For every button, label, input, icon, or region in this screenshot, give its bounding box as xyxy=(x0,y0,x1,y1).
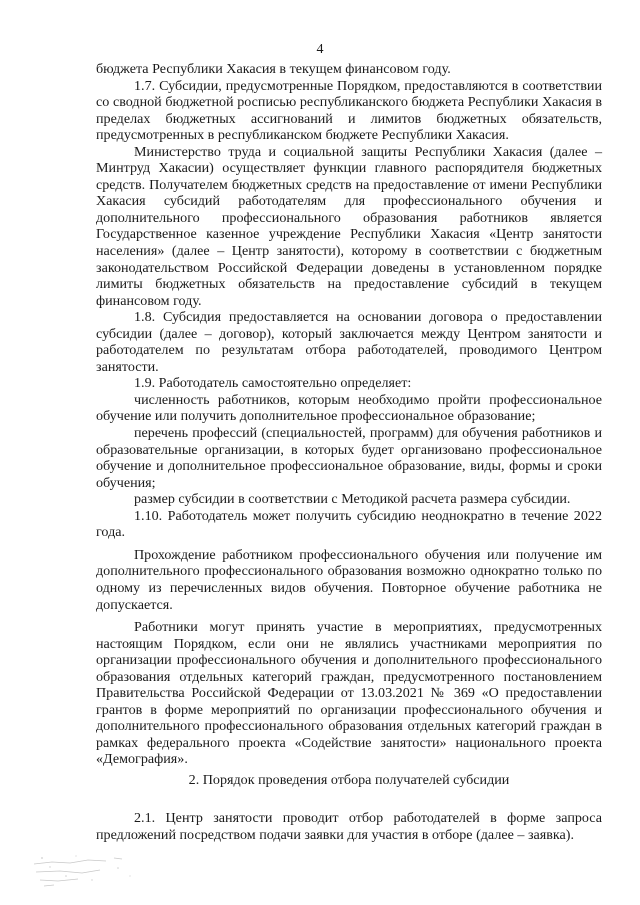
body-text xyxy=(96,61,602,768)
paragraph-1-9-item-amount: размер субсидии в соответствии с Методикой расчета размера субсидии. xyxy=(134,491,571,508)
paragraph-mintrud: Министерство труда и социальной защиты Республики Хакасия (далее – Минтруд Хакасии) осуществляет функции главного распорядителя бюджетных средств. Получателем бюджетных средств на предоставление от имени Республики Хакасия субсидий работодателям для профессионального обучения и дополнительного профессионального образования работников является Государственное казенное учреждение Республики Хакасия «Центр занятости населения» (далее – Центр занятости), которому в соответствии с бюджетным законодательством Российской Федерации доведены в установленном порядке лимиты бюджетных обязательств на предоставление субсидий в текущем финансовом году. xyxy=(96,143,602,309)
paragraph-training-once: Прохождение работником профессионального обучения или получение им дополнительного профессионального образования возможно однократно только по одному из перечисленных видов обучения. Повторное обучение работника не допускается. xyxy=(96,546,602,613)
scan-noise-mark xyxy=(30,850,160,890)
paragraph-1-9-item-headcount: численность работников, которым необходимо пройти профессиональное обучение или получить дополнительное профессиональное образование; xyxy=(96,391,602,425)
page-number: 4 xyxy=(316,42,324,57)
section-2-text xyxy=(96,810,602,843)
paragraph-1-8: 1.8. Субсидия предоставляется на основании договора о предоставлении субсидии (далее – договор), который заключается между Центром занятости и работодателем по результатам отбора работодателей, проводимого Центром занятости. xyxy=(96,309,602,375)
section-2-heading: 2. Порядок проведения отбора получателей субсидии xyxy=(188,772,510,788)
paragraph-continuation: бюджета Республики Хакасия в текущем финансовом году. xyxy=(96,61,451,77)
paragraph-participation: Работники могут принять участие в мероприятиях, предусмотренных настоящим Порядком, если они не являлись участниками мероприятия по организации профессионального обучения и дополнительного профессионального образования отдельных категорий граждан, предусмотренного постановлением Правительства Российской Федерации от 13.03.2021 № 369 «О предоставлении грантов в форме мероприятий по организации профессионального обучения и дополнительного профессионального образования отдельных категорий граждан в рамках федерального проекта «Содействие занятости» национального проекта «Демография». xyxy=(96,619,602,768)
paragraph-2-1: 2.1. Центр занятости проводит отбор работодателей в форме запроса предложений посредством подачи заявки для участия в отборе (далее – заявка). xyxy=(96,810,602,843)
paragraph-1-9-item-professions: перечень профессий (специальностей, программ) для обучения работников и образовательные организации, в которых будет организовано профессиональное обучение и дополнительное профессиональное образование, виды, формы и сроки обучения; xyxy=(96,425,602,491)
paragraph-1-7: 1.7. Субсидии, предусмотренные Порядком, предоставляются в соответствии со сводной бюджетной росписью республиканского бюджета Республики Хакасия в пределах бюджетных ассигнований и лимитов бюджетных обязательств, предусмотренных в республиканском бюджете Республики Хакасия. xyxy=(96,77,602,144)
paragraph-1-9: 1.9. Работодатель самостоятельно определяет: xyxy=(134,375,412,392)
paragraph-1-10: 1.10. Работодатель может получить субсидию неоднократно в течение 2022 года. xyxy=(96,507,602,541)
